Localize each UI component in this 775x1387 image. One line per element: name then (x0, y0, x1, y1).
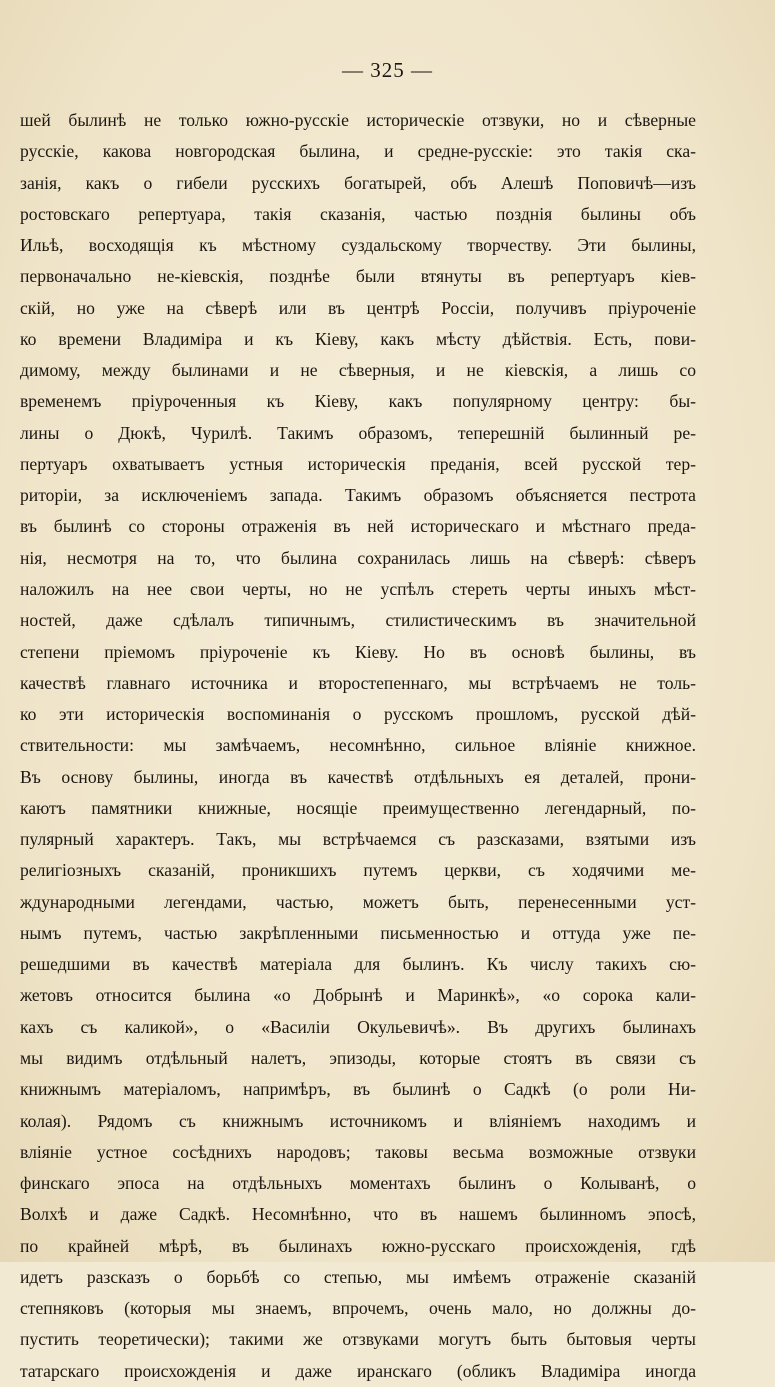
text-line: шей былинѣ не только южно-русскіе историческіе отзвуки, но и сѣверные (20, 110, 696, 130)
text-line: наложилъ на нее свои черты, но не успѣлъ стереть черты иныхъ мѣст- (20, 578, 696, 599)
text-line: финскаго эпоса на отдѣльныхъ моментахъ былинъ о Колыванѣ, о (20, 1173, 696, 1194)
text-line: скій, но уже на сѣверѣ или въ центрѣ Россіи, получивъ пріуроченіе (20, 297, 696, 318)
page-number: — 325 — (342, 58, 433, 82)
text-line: вліяніе устное сосѣднихъ народовъ; таковы весьма возможные отзвуки (20, 1141, 696, 1162)
text-line: по крайней мѣрѣ, въ былинахъ южно-русскаго происхожденія, гдѣ (20, 1235, 696, 1256)
text-line: ростовскаго репертуара, такія сказанія, частью позднія былины объ (20, 203, 696, 224)
text-line: ностей, даже сдѣлалъ типичнымъ, стилистическимъ въ значительной (20, 610, 696, 631)
text-line: книжнымъ матеріаломъ, напримѣръ, въ былинѣ о Садкѣ (о роли Ни- (20, 1079, 696, 1100)
text-line: димому, между былинами и не сѣверныя, и не кіевскія, а лишь со (20, 360, 696, 381)
text-line: татарскаго происхожденія и даже иранскаго (обликъ Владиміра иногда (20, 1360, 696, 1381)
text-line: ко эти историческія воспоминанія о русскомъ прошломъ, русской дѣй- (20, 704, 696, 725)
text-line: въ былинѣ со стороны отраженія въ ней историческаго и мѣстнаго преда- (20, 516, 696, 537)
text-line: Въ основу былины, иногда въ качествѣ отдѣльныхъ ея деталей, прони- (20, 766, 696, 787)
text-line: Ильѣ, восходящія къ мѣстному суздальскому творчеству. Эти былины, (20, 235, 696, 256)
text-line: идетъ разсказъ о борьбѣ со степью, мы имѣемъ отраженіе сказаній (20, 1266, 696, 1287)
text-line: нія, несмотря на то, что былина сохранилась лишь на сѣверѣ: сѣверъ (20, 547, 696, 568)
text-line: ко времени Владиміра и къ Кіеву, какъ мѣсту дѣйствія. Есть, пови- (20, 328, 696, 349)
text-line: ствительности: мы замѣчаемъ, несомнѣнно, сильное вліяніе книжное. (20, 735, 696, 756)
text-line: решедшими въ качествѣ матеріала для былинъ. Къ числу такихъ сю- (20, 954, 696, 975)
text-line: жетовъ относится былина «о Добрынѣ и Маринкѣ», «о сорока кали- (20, 985, 696, 1006)
text-line: русскіе, какова новгородская былина, и средне-русскіе: это такія ска- (20, 141, 696, 162)
text-line: степени пріемомъ пріуроченіе къ Кіеву. Но въ основѣ былины, въ (20, 641, 696, 662)
text-line: Волхѣ и даже Садкѣ. Несомнѣнно, что въ нашемъ былинномъ эпосѣ, (20, 1204, 696, 1225)
text-line: нымъ путемъ, частью закрѣпленными письменностью и оттуда уже пе- (20, 922, 696, 943)
text-line: риторіи, за исключеніемъ запада. Такимъ образомъ объясняется пестрота (20, 485, 696, 506)
text-line: занія, какъ о гибели русскихъ богатырей, объ Алешѣ Поповичѣ—изъ (20, 172, 696, 193)
text-line: кахъ съ каликой», о «Василіи Окульевичѣ». Въ другихъ былинахъ (20, 1016, 696, 1037)
text-line: пустить теоретически); такими же отзвуками могутъ быть бытовыя черты (20, 1329, 696, 1350)
text-line: мы видимъ отдѣльный налетъ, эпизоды, которые стоятъ въ связи съ (20, 1047, 696, 1068)
text-line: пертуаръ охватываетъ устныя историческія преданія, всей русской тер- (20, 453, 696, 474)
text-line: пулярный характеръ. Такъ, мы встрѣчаемся съ разсказами, взятыми изъ (20, 829, 696, 850)
text-line: каютъ памятники книжные, носящіе преимущественно легендарный, по- (20, 797, 696, 818)
text-line: лины о Дюкѣ, Чурилѣ. Такимъ образомъ, теперешній былинный ре- (20, 422, 696, 443)
body-text (20, 105, 696, 1387)
text-line: ждународными легендами, частью, можетъ быть, перенесенными уст- (20, 891, 696, 912)
text-line: качествѣ главнаго источника и второстепеннаго, мы встрѣчаемъ не толь- (20, 672, 696, 693)
text-line: религіозныхъ сказаній, проникшихъ путемъ церкви, съ ходячими ме- (20, 860, 696, 881)
text-line: первоначально не-кіевскія, позднѣе были втянуты въ репертуаръ кіев- (20, 266, 696, 287)
text-line: степняковъ (которыя мы знаемъ, впрочемъ, очень мало, но должны до- (20, 1298, 696, 1319)
text-line: временемъ пріуроченныя къ Кіеву, какъ популярному центру: бы- (20, 391, 696, 412)
text-line: колая). Рядомъ съ книжнымъ источникомъ и вліяніемъ находимъ и (20, 1110, 696, 1131)
